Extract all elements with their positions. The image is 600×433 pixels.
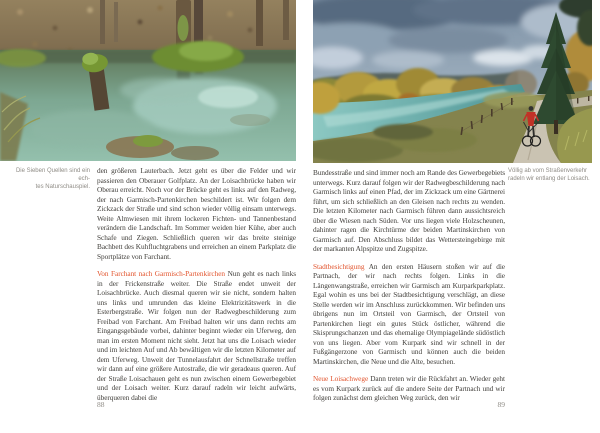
body-text-left (97, 166, 296, 402)
paragraph (313, 168, 505, 254)
caption-line: Die Sieben Quellen sind ein ech- (15, 168, 90, 182)
paragraph (313, 262, 505, 367)
photo-seven-springs (0, 0, 296, 161)
loisach-photo-art (313, 0, 592, 163)
paragraph-text: Nun geht es nach links in der Frickenstraße weiter. Die Straße endet unweit der Loisachbrücke. Auch diesmal queren wir sie nicht, sondern halten uns links und umrunden das kleine Elektrizitätswerk in die Esterbergstraße. Wir folgen nun der Radwegbeschilderung zum Freibad von Farchant. Am Freibad halten wir uns dann rechts am Eingangsgebäude vorbei, dahinter beginnt wieder ein Uferweg, den man im ersten Moment nicht sieht. Jetzt hat uns die Loisach wieder und im leichten Auf und Ab bewältigen wir die letzten Kilometer auf dem Uferweg. Unweit der Tunnelausfahrt der Schnellstraße treffen wir dann auf eine größere Autostraße, die wir geradeaus queren. Auf der Straße Loisachauen geht es nun zwischen einem Gewerbegebiet und der Loisach weiter. Kurz darauf radeln wir leicht aufwärts, überqueren dabei die (97, 269, 296, 402)
run-in-heading: Von Farchant nach Garmisch-Partenkirchen (97, 269, 226, 278)
photo-caption-left (4, 168, 90, 191)
caption-line: tes Naturschauspiel. (35, 183, 90, 190)
cyclist-helmet (529, 106, 534, 111)
paragraph (97, 269, 296, 402)
caption-line: radeln wir entlang der Loisach. (508, 175, 590, 182)
run-in-heading: Neue Loisachwege (313, 374, 369, 383)
photo-loisach-cyclist (313, 0, 592, 163)
paragraph-text: Dann treten wir die Rückfahrt an. Wieder geht es vom Kurpark zurück auf die andere Seite der Partnach und wir folgen zunächst dem gleichen Weg zurück, den wir (313, 374, 506, 402)
paragraph (97, 166, 296, 261)
page-number-right: 89 (497, 400, 505, 409)
paragraph-text: den größeren Lauterbach. Jetzt geht es über die Felder und wir passieren den Oberauer Golfplatz. An der Loisachbrücke haben wir Oberau erreicht. Noch vor der Brücke geht es links auf den Radweg, der nach Garmisch-Partenkirchen beschildert ist. Wir folgen dem Zickzack der Straße und sind schon wieder völlig einsam unterwegs. Weite Almwiesen mit ihrem lockeren Fichten- und Tannenbestand verändern die Landschaft. Im Sommer weiden hier Kühe, aber auch Schafe und Ziegen. Schließlich queren wir das breite steinige Bachbett des Kuhfluchtgrabens und erreichen an einem Parkplatz die Sportplätze von Farchant. (97, 166, 296, 261)
body-text-right (313, 168, 505, 403)
caption-line: Völlig ab vom Straßenverkehr (508, 168, 588, 174)
page-number-left: 88 (97, 400, 105, 409)
paragraph-text: An den ersten Häusern stoßen wir auf die Partnach, der wir nach rechts folgen. Links in die Längenwangstraße, erreichen wir Garmisch am Kurparkparkplatz. Egal wohin es uns bei der Stadtbesichtigung verschlägt, an diese Stelle werden wir im Anschluss zurückkommen. Wir befinden uns übrigens nun im Ortsteil von Garmisch, der Ortsteil von Partenkirchen liegt ein gutes Stück östlicher, während die Skisprungschanzen und das ehemalige Olympiagelände südöstlich von uns liegen. Aber vom Kurpark sind wir schnell in der Fußgängerzone von Garmisch und können auch die beiden Martinskirchen, die Neue und die Alte, besuchen. (313, 261, 505, 366)
seven-springs-photo-art (0, 0, 296, 161)
paragraph (313, 374, 505, 403)
photo-caption-right (508, 168, 594, 184)
run-in-heading: Stadtbesichtigung (313, 261, 365, 271)
paragraph-text: Bundesstraße und sind immer noch am Rande des Gewerbegebiets unterwegs. Kurz darauf folgen wir der Radwegbeschilderung nach Garmisch links auf einen Pfad, der im Zickzack um eine Gärtnerei führt, um sich schließlich an den Gleisen nach rechts zu wenden. Die letzten Kilometer nach Garmisch führen dann aussichtsreich über die Wiesen nach Süden. Vor uns liegen viele Holzscheunen, dahinter ragen die Kirchtürme der beiden Martinskirchen von Garmisch auf. Den Abschluss bildet das Wettersteingebirge mit der markanten Alpspitze und Zugspitze. (313, 168, 505, 253)
